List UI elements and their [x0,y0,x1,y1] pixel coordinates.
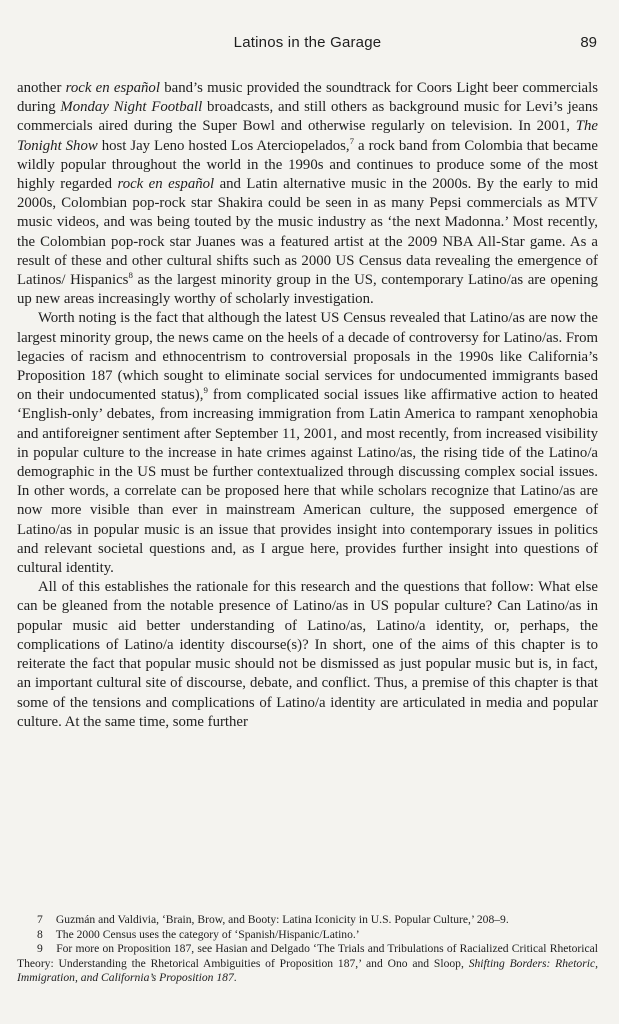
paragraph-2: Worth noting is the fact that although the latest US Census revealed that Latino/as are now the largest minority group, the news came on the heels of a decade of controversy for Latino/as. From legacies of racism and ethnocentrism to controversial proposals in the 1990s like California’s Proposition 187 (which sought to eliminate social services for undocumented immigrants based on their undocumented status),$^9$ from complicated social issues like affirmative action to heated ‘English-only’ debates, from increasing immigration from Latin America to rampant xenophobia and antiforeigner sentiment after September 11, 2001, and most recently, from increased visibility in popular culture to the increase in hate crimes against Latino/as, the rising tide of the Latino/a demographic in the US must be further contextualized through discussing complex social issues. In other words, a correlate can be proposed here that while scholars recognize that Latino/as are now more visible than ever in mainstream American culture, the supposed emergence of Latino/as in popular music is an issue that provides insight into contemporary issues in politics and relevant societal questions and, as I argue here, provides further insight into questions of cultural identity. [17,310,598,577]
footnote-ref-8[interactable]: 8 [128,270,133,281]
page-number: 89 [580,34,597,51]
footnote-number: 9 [37,942,43,956]
body-text [17,79,598,732]
footnote-ref-7[interactable]: 7 [349,135,355,146]
footnote-number: 7 [37,913,43,926]
footnote-8: 8 The 2000 Census uses the category of ‘Spanish/Hispanic/Latino.’ [17,928,598,943]
italic-title: Shifting Borders: Rhetoric, Immigration, and California’s Proposition 187 [17,956,598,985]
footnote-number: 8 [37,927,43,941]
paragraph-1: another rock en español band’s music provided the soundtrack for Coors Light beer commercials during Monday Night Football broadcasts, and still others as background music for Levi’s jeans commercials aired during the Super Bowl and otherwise regularly on television. In 2001, The Tonight Show host Jay Leno hosted Los Aterciopelados,$^7$ a rock band from Colombia that became wildly popular throughout the world in the 1990s and continues to produce some of the most highly regarded rock en español and Latin alternative music in the 2000s. By the early to mid 2000s, Colombian pop-rock star Shakira could be seen in as many Pepsi commercials as MTV music videos, and was being touted by the music industry as ‘the next Madonna.’ Most recently, the Colombian pop-rock star Juanes was a featured artist at the 2009 NBA All-Star game. As a result of these and other cultural shifts such as 2000 US Census data revealing the emergence of Latinos/ Hispanics$^8$ as the largest minority group in the US, contemporary Latino/as are opening up new areas increasingly worthy of scholarly investigation. [17,80,599,308]
italic-term: rock en español [65,80,160,96]
italic-term: rock en español [117,176,215,193]
italic-title: Monday Night Football [60,99,203,116]
footnote-9: 9 For more on Proposition 187, see Hasian and Delgado ‘The Trials and Tribulations of Racialized Critical Rhetorical Theory: Understanding the Rhetorical Ambiguities of Proposition 187,’ and Ono and Sloop, Shifting Borders: Rhetoric, Immigration, and California’s Proposition 187. [17,942,598,985]
footnotes [17,913,598,986]
italic-title: The Tonight Show [17,118,598,154]
footnote-7: 7 Guzmán and Valdivia, ‘Brain, Brow, and Booty: Latina Iconicity in U.S. Popular Culture,’ 208–9. [17,913,598,928]
page-header [18,34,597,58]
paragraph-3: All of this establishes the rationale for this research and the questions that follow: What else can be gleaned from the notable presence of Latino/as in US popular culture? Can Latino/as in popular music aid better understanding of Latino/as, Latino/a identity, or, perhaps, the complications of Latino/a identity discourse(s)? In short, one of the aims of this chapter is to reiterate the fact that popular music should not be dismissed as just popular music but is, in fact, an important cultural site of discourse, debate, and conflict. Thus, a premise of this chapter is that some of the tensions and complications of Latino/a identity are articulated in media and popular culture. At the same time, some further [17,579,598,730]
footnote-ref-9[interactable]: 9 [203,385,208,396]
running-title: Latinos in the Garage [233,34,382,51]
